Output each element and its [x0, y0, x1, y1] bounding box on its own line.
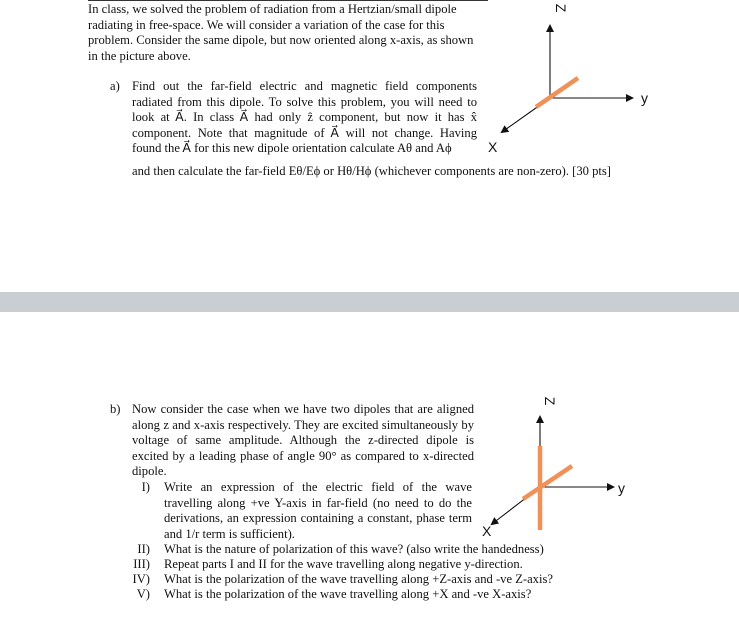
subpart-label: III)	[133, 557, 150, 571]
axes-diagram-bottom	[470, 397, 670, 547]
part-a-last-line: and then calculate the far-field Eθ/Eϕ or Hθ/Hϕ (whichever components are non-zero). [30 pts]	[132, 164, 611, 178]
subpart-label: II)	[137, 542, 150, 556]
z-label-bottom: Z	[542, 396, 558, 406]
part-b-label: b)	[110, 402, 121, 416]
x-dipole-bottom	[523, 466, 572, 499]
y-label-bottom: y	[618, 480, 625, 496]
question-bottom-panel	[0, 312, 739, 630]
subpart-text: What is the polarization of the wave travelling along +Z-axis and -ve Z-axis?	[164, 572, 553, 586]
subpart-text: Repeat parts I and II for the wave travelling along negative y-direction.	[164, 557, 523, 571]
subpart-text: What is the polarization of the wave travelling along +X and -ve X-axis?	[164, 587, 532, 601]
subpart-text: What is the nature of polarization of this wave? (also write the handedness)	[164, 542, 544, 556]
x-dipole-top	[536, 78, 578, 107]
x-label-bottom: X	[482, 523, 492, 539]
question-top-panel	[0, 0, 739, 292]
x-label-top: X	[488, 139, 498, 155]
separator-band	[0, 292, 739, 312]
part-a-text: Find out the far-field electric and magnetic field components radiated from this dipole. To solve this problem, you will need to look at A⃗. In class A⃗ had only ẑ component, but now it has x̂ component. Note that magnitude of A⃗ will not change. Having found the A⃗ for this new dipole orientation calculate Aθ and Aϕ	[132, 79, 477, 156]
subpart-text: Write an expression of the electric field of the wave travelling along +ve Y-axis in far-field (no need to do the derivations, an expression containing a constant, phase term and 1/r term is sufficient).	[164, 480, 472, 541]
subpart-label: V)	[136, 587, 150, 601]
intro-paragraph: In class, we solved the problem of radiation from a Hertzian/small dipole radiating in free-space. We will consider a variation of the case for this problem. Consider the same dipole, but now oriented along x-axis, as shown in the picture above.	[88, 2, 474, 63]
part-b-text: Now consider the case when we have two dipoles that are aligned along z and x-axis respectively. They are excited simultaneously by voltage of same amplitude. Although the z-directed dipole is excited by a leading phase of angle 90° as compared to x-directed dipole.	[132, 402, 474, 479]
top-rule	[88, 0, 488, 1]
z-label-top: Z	[553, 3, 569, 13]
subpart-label: I)	[141, 480, 150, 494]
y-label-top: y	[641, 90, 648, 106]
subpart-label: IV)	[132, 572, 150, 586]
axes-diagram-top	[480, 0, 680, 160]
part-a-label: a)	[110, 79, 120, 93]
